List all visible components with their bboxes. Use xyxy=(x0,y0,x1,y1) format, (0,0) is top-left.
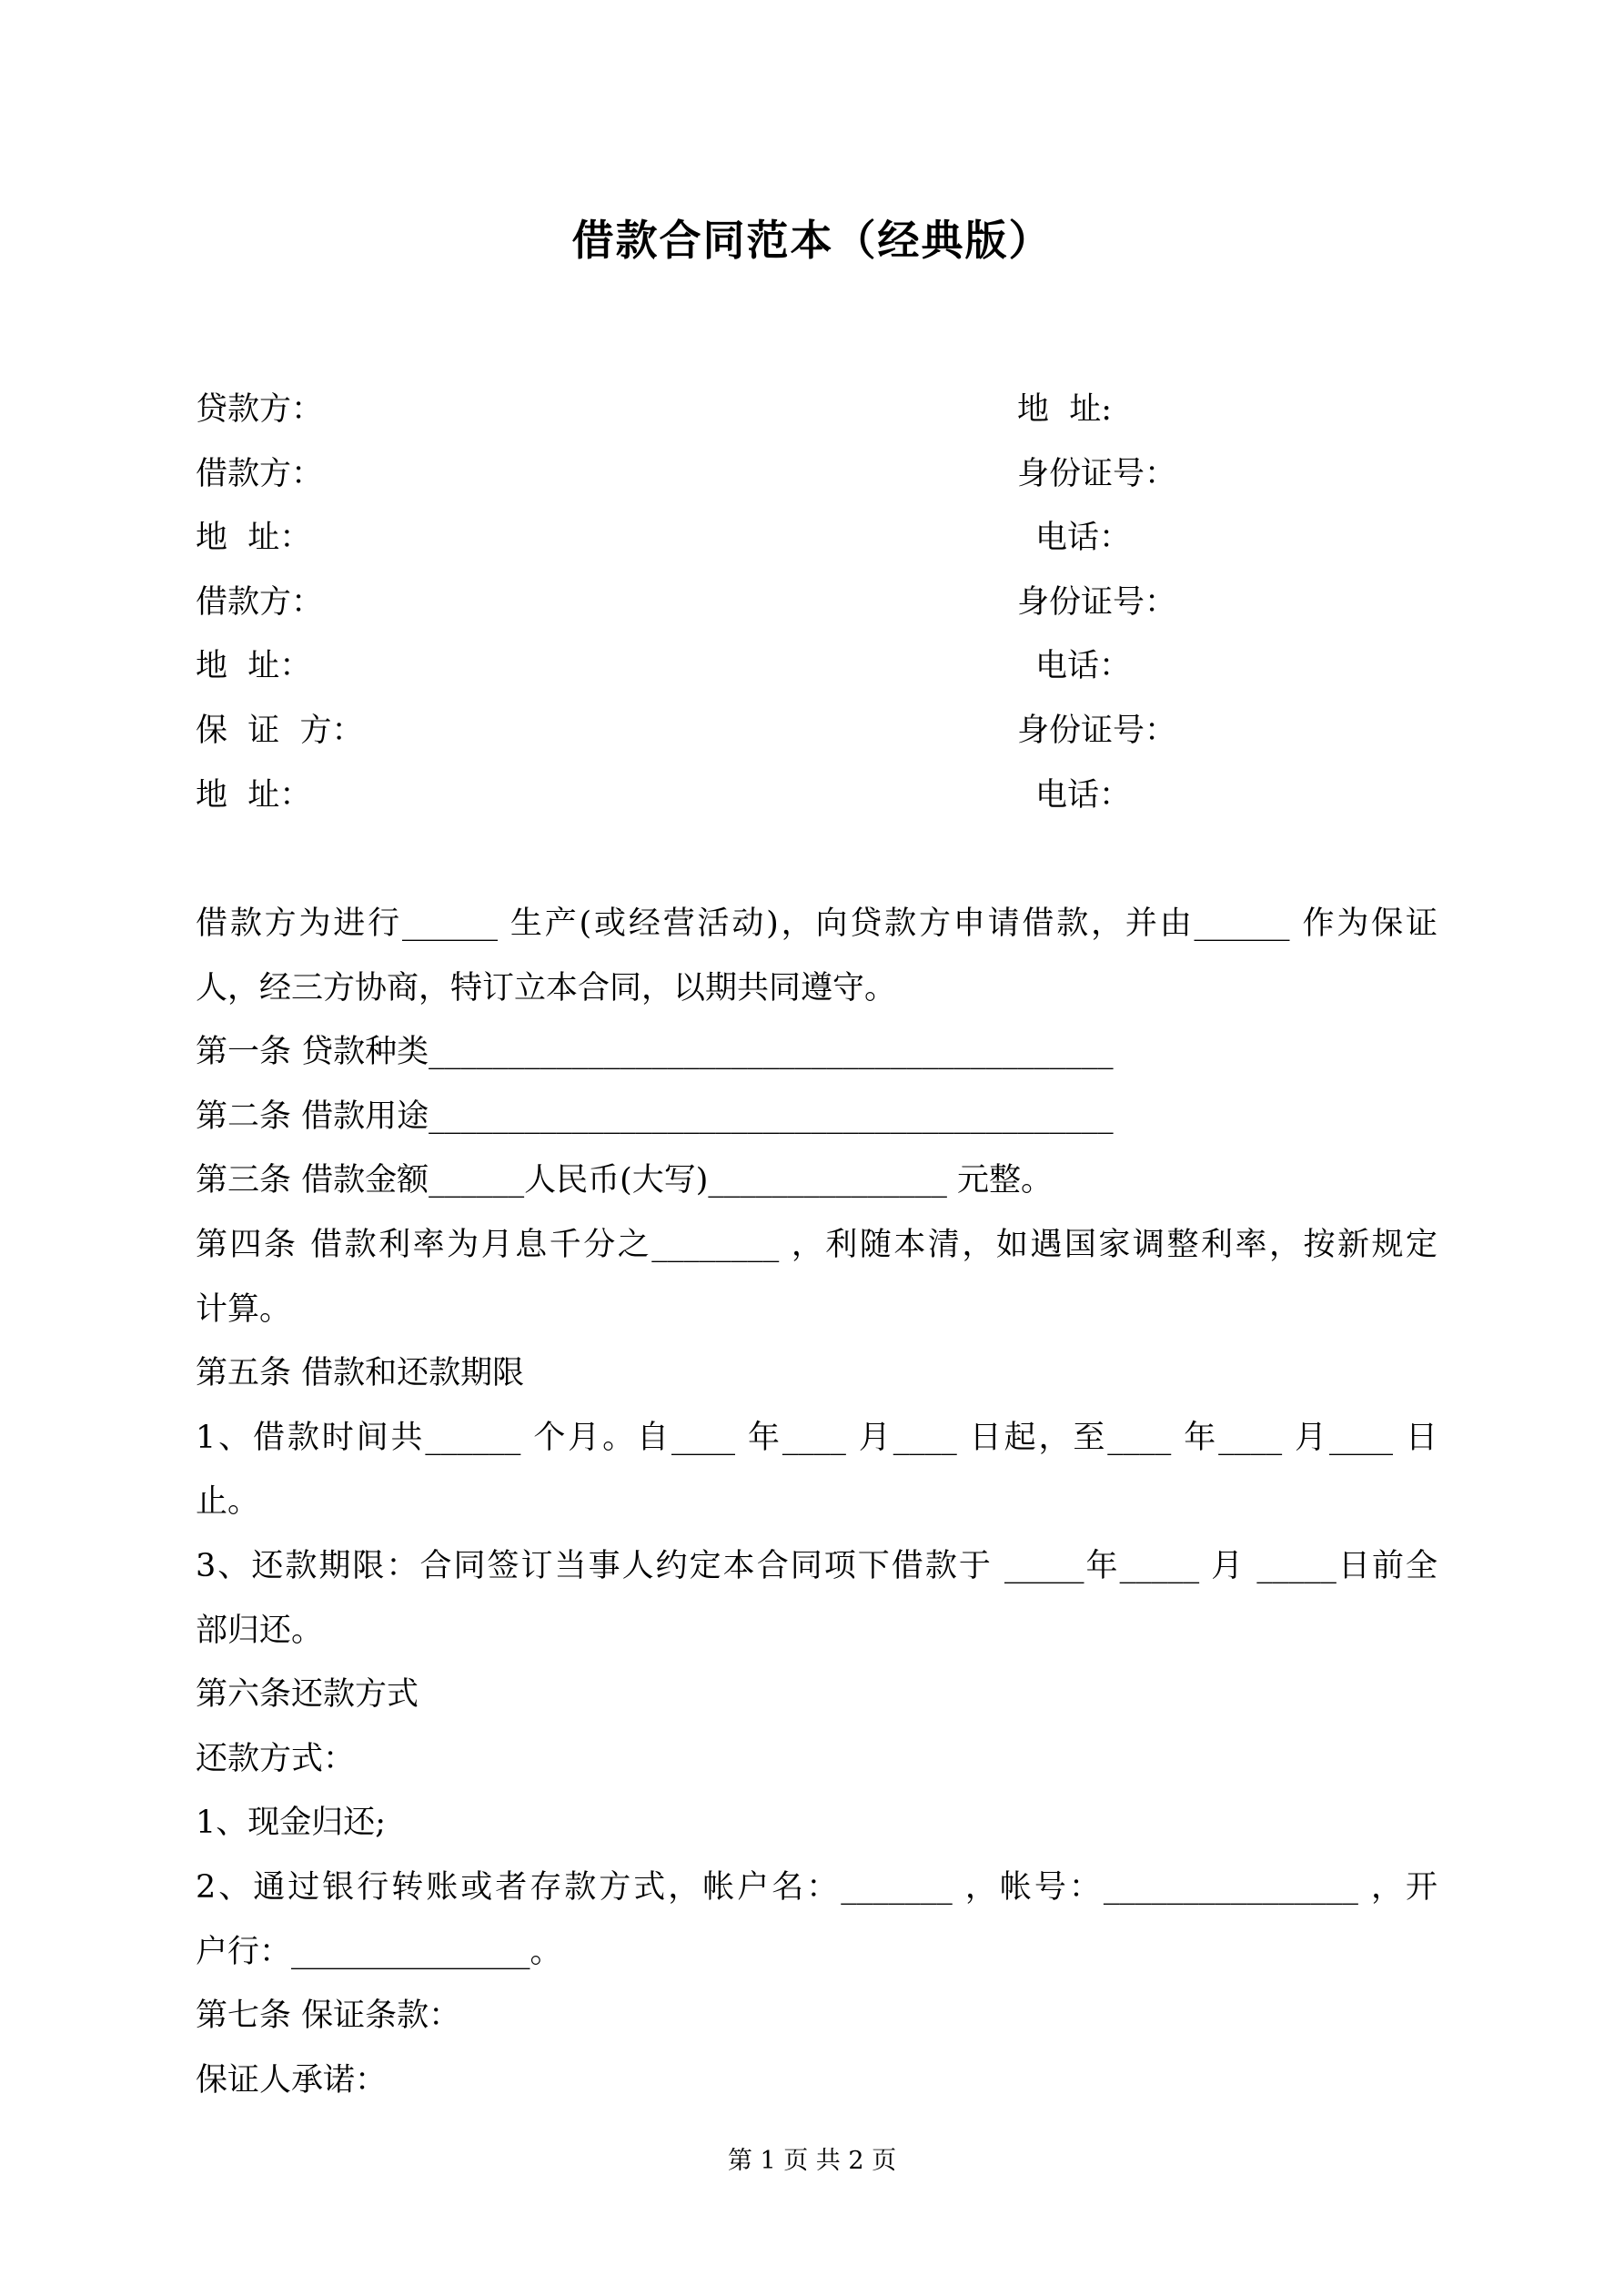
contract-line: 人，经三方协商，特订立本合同，以期共同遵守。 xyxy=(196,969,897,1006)
page-footer: 第 1 页 共 2 页 xyxy=(727,2147,897,2175)
party-row xyxy=(196,634,1437,699)
contract-line: 第五条 借款和还款期限 xyxy=(196,1355,525,1392)
contract-line: 第四条 借款利率为月息千分之________ ，利随本清，如遇国家调整利率，按新规定 xyxy=(196,1226,1437,1263)
contract-line: 第三条 借款金额______人民币(大写)_______________ 元整。 xyxy=(196,1162,1054,1199)
contract-line: 3、还款期限：合同签订当事人约定本合同项下借款于 _____年_____ 月 _____日前全 xyxy=(196,1547,1437,1584)
contract-line: 借款方为进行______ 生产(或经营活动)，向贷款方申请借款，并由______ 作为保证 xyxy=(196,905,1437,942)
contract-line: 2、通过银行转账或者存款方式，帐户名：_______ ，帐号：________________ ，开 xyxy=(196,1868,1437,1906)
party-contact-label: 电话： xyxy=(1035,520,1132,557)
parties-block xyxy=(196,378,1437,827)
contract-line: 第一条 贷款种类___________________________________________ xyxy=(196,1034,1114,1071)
party-contact-label: 电话： xyxy=(1035,648,1132,685)
contract-line: 计算。 xyxy=(196,1290,292,1328)
party-row xyxy=(196,699,1437,764)
contract-line: 第六条还款方式 xyxy=(196,1676,419,1714)
party-field-label: 借款方： xyxy=(196,583,324,621)
contract-line: 部归还。 xyxy=(196,1612,324,1649)
party-field-label: 保 证 方： xyxy=(196,712,364,749)
party-contact-label: 电话： xyxy=(1035,776,1132,814)
party-contact-label: 身份证号： xyxy=(1017,712,1177,749)
contract-line: 还款方式： xyxy=(196,1740,356,1777)
document-title: 借款合同范本（经典版） xyxy=(571,216,1053,265)
party-row xyxy=(196,506,1437,571)
party-field-label: 地 址： xyxy=(196,776,312,814)
party-field-label: 贷款方： xyxy=(196,391,324,428)
party-row xyxy=(196,571,1437,635)
contract-body xyxy=(196,892,1437,2112)
contract-line: 1、借款时间共______ 个月。自____ 年____ 月____ 日起，至____ 年____ 月____ 日 xyxy=(196,1419,1437,1456)
party-row xyxy=(196,442,1437,507)
party-field-label: 地 址： xyxy=(196,520,312,557)
contract-line: 止。 xyxy=(196,1483,260,1521)
contract-line: 第二条 借款用途___________________________________________ xyxy=(196,1097,1114,1135)
contract-line: 户行：_______________。 xyxy=(196,1933,562,1970)
party-field-label: 借款方： xyxy=(196,455,324,492)
party-contact-label: 身份证号： xyxy=(1017,455,1177,492)
contract-line: 第七条 保证条款： xyxy=(196,1998,461,2035)
party-contact-label: 地 址: xyxy=(1017,391,1113,428)
party-row xyxy=(196,764,1437,828)
contract-line: 保证人承诺： xyxy=(196,2061,388,2099)
contract-line: 1、现金归还; xyxy=(196,1805,387,1842)
party-field-label: 地 址： xyxy=(196,648,312,685)
party-contact-label: 身份证号： xyxy=(1017,583,1177,621)
party-row xyxy=(196,378,1437,442)
